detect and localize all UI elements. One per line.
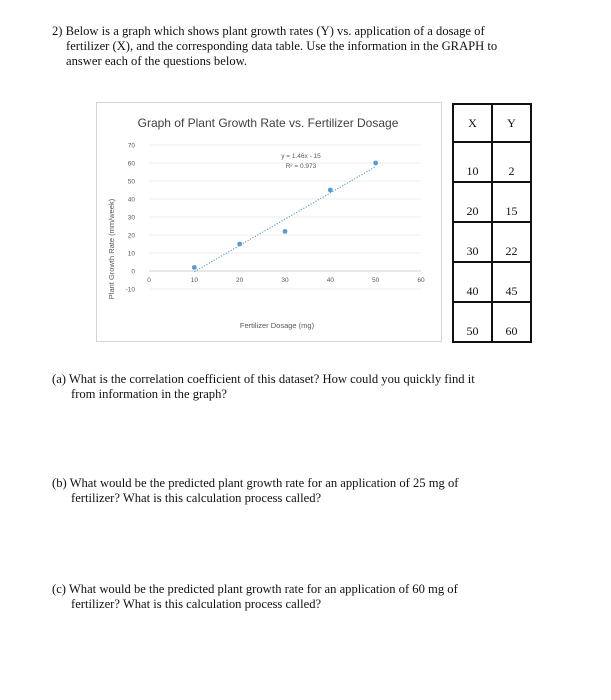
r-squared-label: R² = 0.973 xyxy=(285,163,317,170)
y-axis-label: Plant Growth Rate (mm/week) xyxy=(107,198,116,300)
intro-line-3: answer each of the questions below. xyxy=(66,54,248,68)
table-row xyxy=(453,302,531,342)
x-tick-label: 50 xyxy=(372,277,380,284)
y-tick-label: 20 xyxy=(127,232,135,240)
table-row xyxy=(453,142,531,182)
table-header-row xyxy=(453,104,531,142)
x-tick-label: 0 xyxy=(147,277,151,284)
cell-y: 45 xyxy=(492,262,531,302)
question-c-line-1: (c) What would be the predicted plant growth rate for an application of 60 mg of xyxy=(52,582,458,596)
y-tick-label: 40 xyxy=(127,196,135,204)
data-point xyxy=(283,229,288,234)
data-point xyxy=(373,161,378,166)
y-tick-label: 0 xyxy=(131,268,135,276)
question-a xyxy=(52,372,572,402)
problem-intro xyxy=(52,24,572,69)
y-tick-label: 60 xyxy=(127,160,135,168)
question-b-line-1: (b) What would be the predicted plant growth rate for an application of 25 mg of xyxy=(52,476,459,490)
cell-y: 60 xyxy=(492,302,531,342)
x-tick-label: 60 xyxy=(417,277,425,284)
question-b-line-2: fertilizer? What is this calculation process called? xyxy=(71,491,322,505)
trendline xyxy=(194,167,375,272)
cell-x: 50 xyxy=(453,302,492,342)
header-y: Y xyxy=(492,104,531,142)
question-a-line-1: (a) What is the correlation coefficient of this dataset? How could you quickly find it xyxy=(52,372,475,386)
x-tick-label: 40 xyxy=(326,277,334,284)
y-tick-label: -10 xyxy=(125,286,135,294)
header-x: X xyxy=(453,104,492,142)
y-tick-label: 70 xyxy=(127,142,135,150)
y-tick-label: 10 xyxy=(127,250,135,258)
equation-label: y = 1.46x - 15 xyxy=(281,153,321,160)
cell-y: 2 xyxy=(492,142,531,182)
trendline-group xyxy=(194,167,375,272)
x-tick-label: 30 xyxy=(281,277,289,284)
data-points xyxy=(192,161,378,270)
table-row xyxy=(453,222,531,262)
chart-title: Graph of Plant Growth Rate vs. Fertilizer Dosage xyxy=(137,116,399,130)
data-table xyxy=(452,103,532,343)
scatter-chart xyxy=(96,102,442,342)
data-point xyxy=(237,242,242,247)
cell-x: 30 xyxy=(453,222,492,262)
table-row xyxy=(453,262,531,302)
intro-line-1: 2) Below is a graph which shows plant growth rates (Y) vs. application of a dosage of xyxy=(52,24,485,38)
cell-y: 15 xyxy=(492,182,531,222)
question-a-line-2: from information in the graph? xyxy=(71,387,227,401)
chart-canvas xyxy=(97,103,441,341)
table-row xyxy=(453,182,531,222)
data-point xyxy=(328,188,333,193)
intro-line-2: fertilizer (X), and the corresponding data table. Use the information in the GRAPH to xyxy=(66,39,498,53)
question-b xyxy=(52,476,572,506)
y-tick-label: 30 xyxy=(127,214,135,222)
question-c-line-2: fertilizer? What is this calculation process called? xyxy=(71,597,322,611)
cell-x: 40 xyxy=(453,262,492,302)
x-axis-label: Fertilizer Dosage (mg) xyxy=(239,321,315,330)
data-point xyxy=(192,265,197,270)
cell-x: 20 xyxy=(453,182,492,222)
cell-x: 10 xyxy=(453,142,492,182)
x-tick-label: 20 xyxy=(236,277,244,284)
cell-y: 22 xyxy=(492,222,531,262)
question-c xyxy=(52,582,572,612)
y-tick-label: 50 xyxy=(127,178,135,186)
x-tick-label: 10 xyxy=(190,277,198,284)
